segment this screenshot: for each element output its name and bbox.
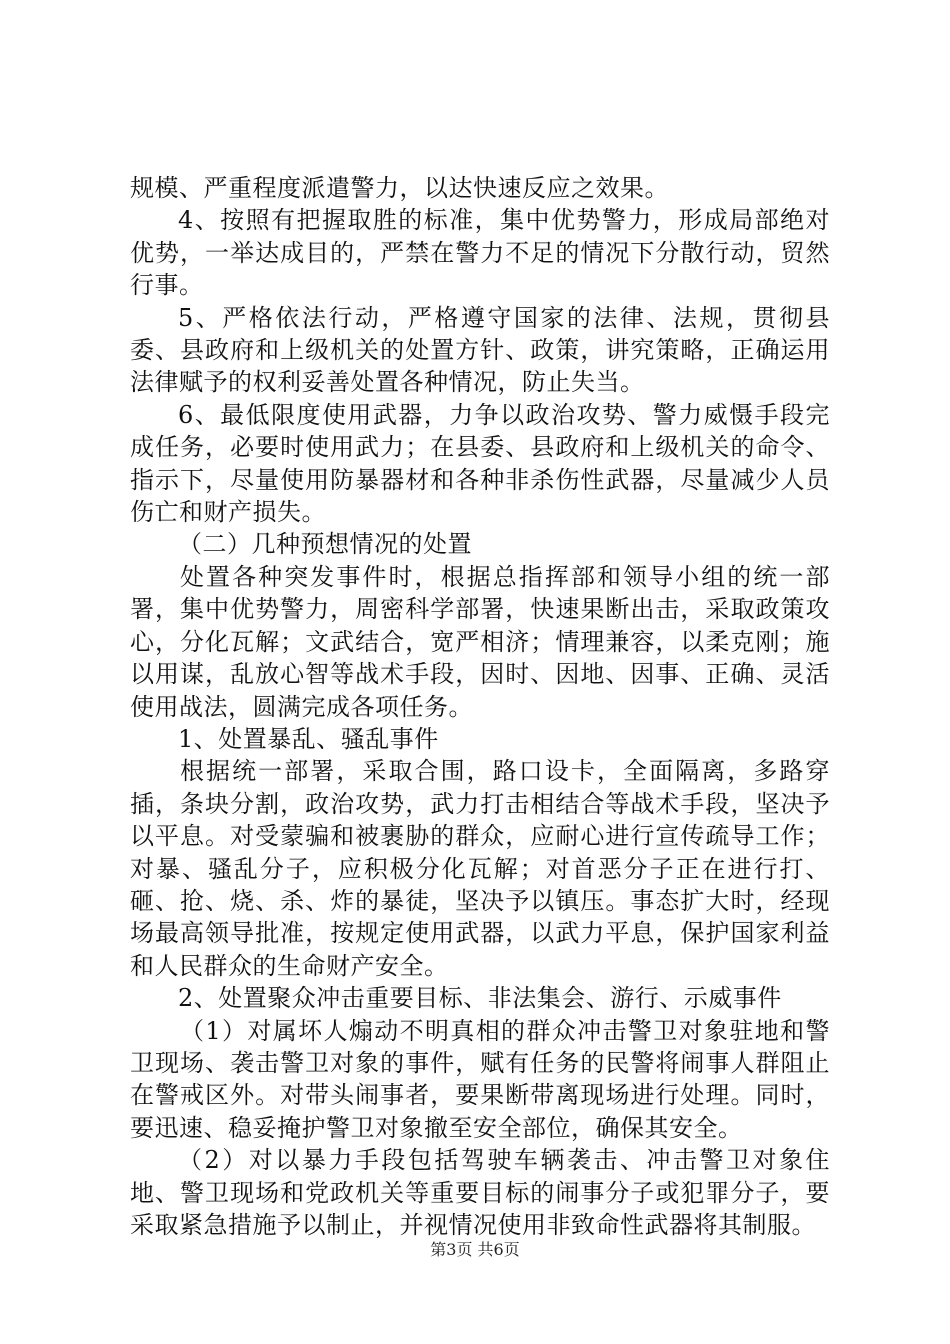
paragraph-item-2: （2）对以暴力手段包括驾驶车辆袭击、冲击警卫对象住地、警卫现场和党政机关等重要目标的闹事分子或犯罪分子，要采取紧急措施予以制止，并视情况使用非致命性武器将其制服。: [130, 1146, 830, 1239]
section-heading-2: （二）几种预想情况的处置: [178, 530, 472, 559]
paragraph-item-6: 6、最低限度使用武器，力争以政治攻势、警力威慑手段完成任务，必要时使用武力；在县委、县政府和上级机关的命令、指示下，尽量使用防暴器材和各种非杀伤性武器，尽量减少人员伤亡和财产损失。: [130, 400, 830, 527]
paragraph-section-intro: 处置各种突发事件时，根据总指挥部和领导小组的统一部署，集中优势警力，周密科学部署，快速果断出击，采取政策攻心，分化瓦解；文武结合，宽严相济；情理兼容，以柔克刚；施以用谋，乱放心智等战术手段，因时、因地、因事、正确、灵活使用战法，圆满完成各项任务。: [130, 562, 830, 721]
paragraph-item-4: 4、按照有把握取胜的标准，集中优势警力，形成局部绝对优势，一举达成目的，严禁在警力不足的情况下分散行动，贸然行事。: [130, 206, 830, 300]
paragraph-continuation: 规模、严重程度派遣警力，以达快速反应之效果。: [130, 174, 669, 202]
document-body: [130, 172, 830, 1241]
subheading-1: 1、处置暴乱、骚乱事件: [178, 724, 439, 753]
paragraph-item-5: 5、严格依法行动，严格遵守国家的法律、法规，贯彻县委、县政府和上级机关的处置方针、政策，讲究策略，正确运用法律赋予的权利妥善处置各种情况，防止失当。: [130, 303, 830, 397]
subheading-2: 2、处置聚众冲击重要目标、非法集会、游行、示威事件: [178, 984, 782, 1013]
page-footer: [0, 1240, 950, 1260]
paragraph-riot-handling: 根据统一部署，采取合围，路口设卡，全面隔离，多路穿插，条块分割，政治攻势，武力打击相结合等战术手段，坚决予以平息。对受蒙骗和被裹胁的群众，应耐心进行宣传疏导工作；对暴、骚乱分子，应积极分化瓦解；对首恶分子正在进行打、砸、抢、烧、杀、炸的暴徒，坚决予以镇压。事态扩大时，经现场最高领导批准，按规定使用武器，以武力平息，保护国家利益和人民群众的生命财产安全。: [130, 757, 830, 980]
page-number: 第3页 共6页: [430, 1240, 520, 1259]
paragraph-item-1: （1）对属坏人煽动不明真相的群众冲击警卫对象驻地和警卫现场、袭击警卫对象的事件，赋有任务的民警将闹事人群阻止在警戒区外。对带头闹事者，要果断带离现场进行处理。同时，要迅速、稳妥掩护警卫对象撤至安全部位，确保其安全。: [130, 1016, 830, 1142]
